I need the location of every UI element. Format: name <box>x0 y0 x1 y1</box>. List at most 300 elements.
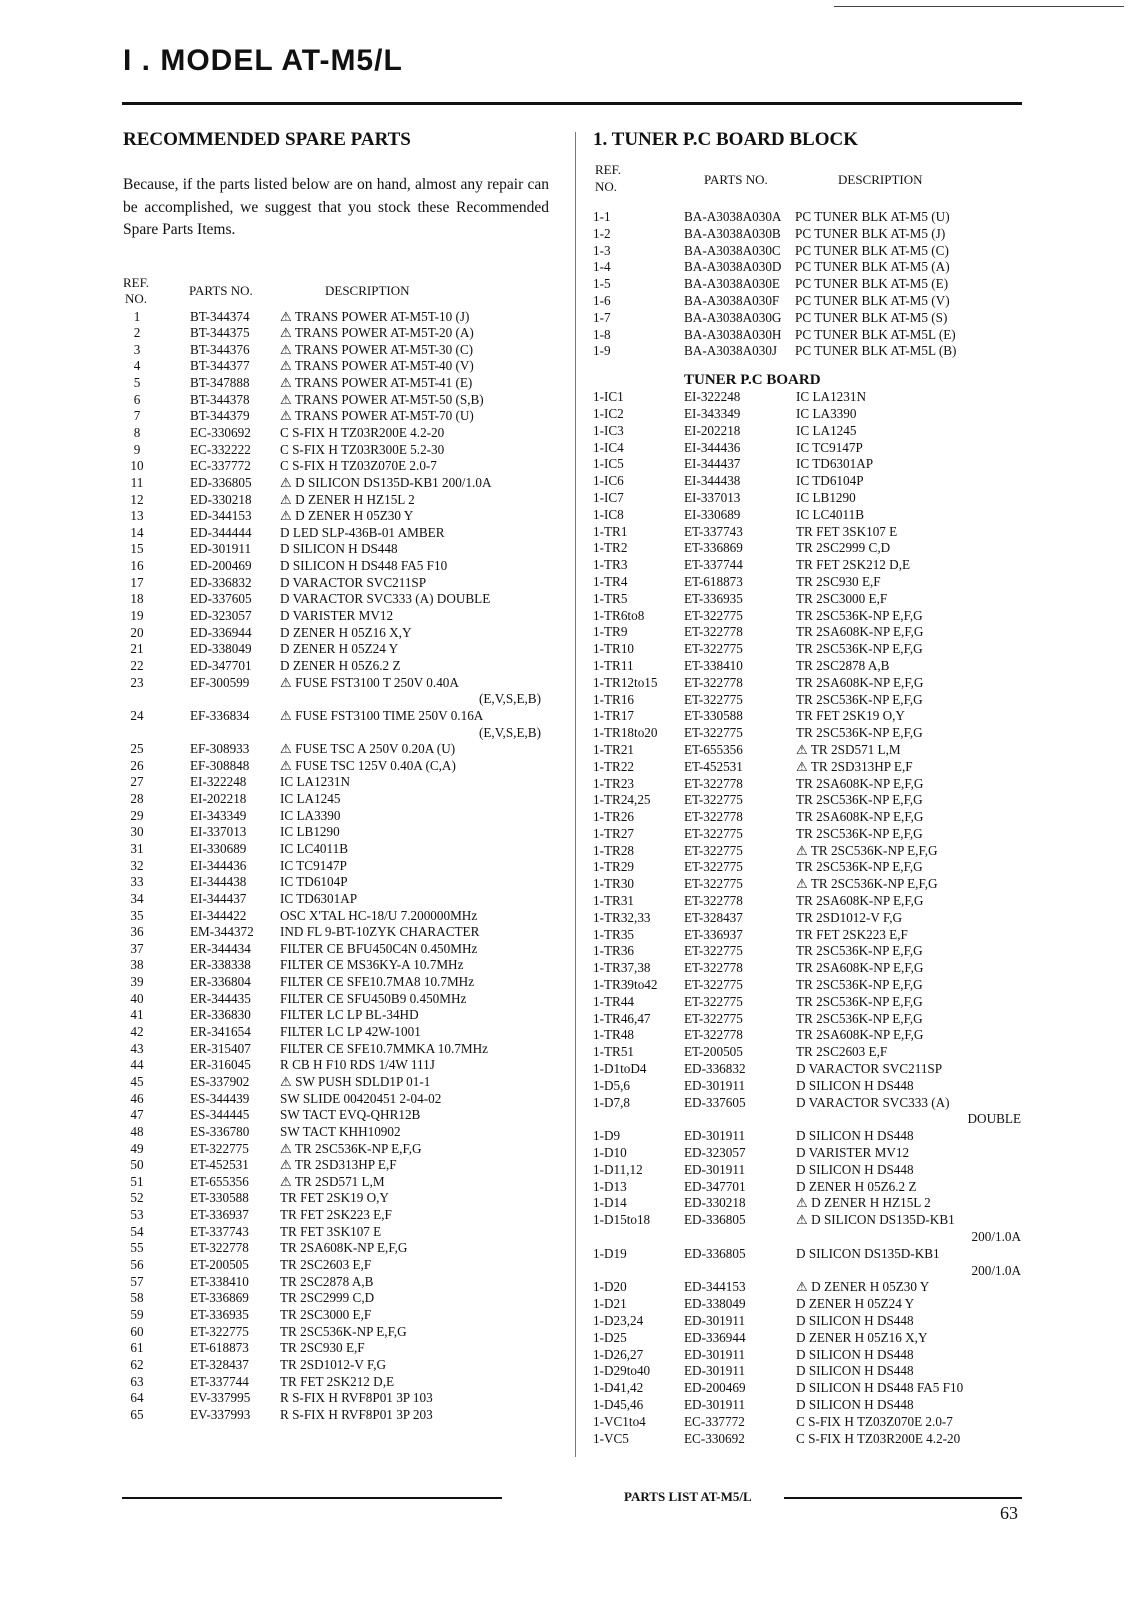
table-row <box>593 557 1023 574</box>
table-row <box>123 891 553 908</box>
table-row <box>593 259 1023 276</box>
table-row <box>593 343 1023 360</box>
description: ⚠ TRANS POWER AT-M5T-10 (J) <box>280 308 470 324</box>
ref-no: 1-IC6 <box>593 473 624 489</box>
ref-no: 1-TR30 <box>593 876 635 892</box>
table-row <box>593 960 1023 977</box>
parts-no: ET-322778 <box>684 809 743 825</box>
ref-no: 8 <box>133 424 141 440</box>
description: ⚠ TRANS POWER AT-M5T-70 (U) <box>280 408 474 424</box>
parts-no: ET-322775 <box>684 859 743 875</box>
parts-no: EM-344372 <box>190 924 254 940</box>
table-row <box>123 1307 553 1324</box>
description: ⚠ D ZENER H HZ15L 2 <box>796 1195 931 1211</box>
description: TR 2SC536K-NP E,F,G <box>796 725 923 741</box>
parts-no: BT-344379 <box>190 408 250 424</box>
ref-no: 40 <box>130 990 144 1006</box>
table-row <box>123 675 553 692</box>
ref-no: 1-5 <box>593 276 611 292</box>
table-row <box>123 425 553 442</box>
description: TR 2SC536K-NP E,F,G <box>796 825 923 841</box>
parts-no: ER-315407 <box>190 1040 251 1056</box>
column-header-description: DESCRIPTION <box>325 282 410 298</box>
description: D SILICON H DS448 <box>796 1077 914 1093</box>
parts-no: ET-322775 <box>684 691 743 707</box>
description: C S-FIX H TZ03Z070E 2.0-7 <box>280 458 437 474</box>
description: D VARACTOR SVC211SP <box>280 574 427 590</box>
parts-no: ES-337902 <box>190 1073 250 1089</box>
description: IC LB1290 <box>280 824 340 840</box>
ref-no: 17 <box>130 574 144 590</box>
ref-no: 63 <box>130 1373 144 1389</box>
table-row-continuation <box>123 725 553 742</box>
description: PC TUNER BLK AT-M5 (J) <box>795 225 946 241</box>
ref-no: 1-TR35 <box>593 926 635 942</box>
ref-no: 1-TR31 <box>593 893 635 909</box>
table-row <box>123 475 553 492</box>
parts-no: BA-A3038A030C <box>684 242 781 258</box>
description: D ZENER H 05Z6.2 Z <box>796 1178 917 1194</box>
table-row <box>123 375 553 392</box>
ref-no: 10 <box>130 458 144 474</box>
description: ⚠ FUSE TSC 125V 0.40A (C,A) <box>280 757 456 773</box>
parts-no: EF-300599 <box>190 674 250 690</box>
parts-no: ED-330218 <box>684 1195 746 1211</box>
table-row <box>593 1431 1023 1448</box>
parts-no: EF-308848 <box>190 757 250 773</box>
ref-no: 47 <box>130 1107 144 1123</box>
description: IC TD6104P <box>280 874 348 890</box>
parts-no: BT-344375 <box>190 325 250 341</box>
ref-no: 1-IC2 <box>593 405 624 421</box>
ref-no: 49 <box>130 1140 144 1156</box>
table-row <box>123 924 553 941</box>
description: TR 2SC536K-NP E,F,G <box>796 607 923 623</box>
table-row <box>123 1257 553 1274</box>
parts-no: ER-336830 <box>190 1007 251 1023</box>
ref-no: 55 <box>130 1240 144 1256</box>
table-row <box>123 525 553 542</box>
ref-no: 54 <box>130 1223 144 1239</box>
table-row <box>593 524 1023 541</box>
parts-no: BA-A3038A030G <box>684 309 782 325</box>
ref-no: 51 <box>130 1173 144 1189</box>
table-row <box>593 1313 1023 1330</box>
ref-no: 1-D7,8 <box>593 1094 630 1110</box>
table-row <box>593 276 1023 293</box>
table-row <box>123 641 553 658</box>
ref-no: 39 <box>130 974 144 990</box>
table-row <box>123 458 553 475</box>
spare-parts-table-header <box>123 273 553 309</box>
parts-no: BT-344377 <box>190 358 250 374</box>
ref-no: 1-TR11 <box>593 657 634 673</box>
table-row <box>593 1162 1023 1179</box>
description: IC LA1245 <box>280 791 341 807</box>
ref-no: 23 <box>130 674 144 690</box>
ref-no: 65 <box>130 1406 144 1422</box>
table-row <box>593 591 1023 608</box>
table-row <box>593 641 1023 658</box>
ref-no: 37 <box>130 940 144 956</box>
parts-no: ET-452531 <box>190 1157 249 1173</box>
table-row <box>593 490 1023 507</box>
table-row <box>123 974 553 991</box>
ref-no: 59 <box>130 1306 144 1322</box>
parts-no: ED-336944 <box>190 624 252 640</box>
ref-no: 1-D13 <box>593 1178 627 1194</box>
table-row <box>123 1340 553 1357</box>
description: TR 2SC3000 E,F <box>280 1306 372 1322</box>
ref-no: 1-D5,6 <box>593 1077 630 1093</box>
description: R CB H F10 RDS 1/4W 111J <box>280 1057 435 1073</box>
ref-no: 26 <box>130 757 144 773</box>
ref-no: 33 <box>130 874 144 890</box>
description: TR 2SC536K-NP E,F,G <box>796 943 923 959</box>
ref-no: 1-IC5 <box>593 456 624 472</box>
table-row <box>123 508 553 525</box>
parts-no: ED-337605 <box>190 591 252 607</box>
table-row <box>123 625 553 642</box>
ref-no: 64 <box>130 1390 144 1406</box>
table-row <box>593 1027 1023 1044</box>
parts-no: EI-344438 <box>684 473 741 489</box>
parts-no: EI-344436 <box>684 439 741 455</box>
ref-no: 1-TR21 <box>593 741 635 757</box>
ref-no: 1-D19 <box>593 1245 627 1261</box>
description: R S-FIX H RVF8P01 3P 203 <box>280 1406 433 1422</box>
parts-no: ET-655356 <box>190 1173 249 1189</box>
description: ⚠ TR 2SD571 L,M <box>796 741 901 757</box>
description: TR 2SC2878 A,B <box>280 1273 374 1289</box>
parts-no: ED-323057 <box>684 1145 746 1161</box>
description: PC TUNER BLK AT-M5 (C) <box>795 242 949 258</box>
ref-no: 18 <box>130 591 144 607</box>
table-row <box>593 540 1023 557</box>
column-header-no: NO. <box>125 290 148 306</box>
column-header-description: DESCRIPTION <box>838 172 923 187</box>
description: TR FET 3SK107 E <box>280 1223 382 1239</box>
column-header-ref: REF. <box>595 162 622 177</box>
parts-no: ED-301911 <box>190 541 252 557</box>
table-row <box>593 1212 1023 1229</box>
description: FILTER CE BFU450C4N 0.450MHz <box>280 940 478 956</box>
parts-no: ET-328437 <box>684 909 743 925</box>
footer-rule-right <box>784 1497 1022 1499</box>
description: PC TUNER BLK AT-M5L (E) <box>795 326 956 342</box>
ref-no: 32 <box>130 857 144 873</box>
parts-no: BA-A3038A030E <box>684 276 780 292</box>
parts-no: ER-338338 <box>190 957 251 973</box>
ref-no: 1-TR36 <box>593 943 635 959</box>
description: D VARACTOR SVC333 (A) <box>796 1094 950 1110</box>
table-row <box>123 858 553 875</box>
description: TR 2SD1012-V F,G <box>796 909 903 925</box>
table-row <box>123 325 553 342</box>
parts-no: ED-336805 <box>190 474 252 490</box>
parts-no: ET-200505 <box>190 1257 249 1273</box>
description: TR 2SC2603 E,F <box>796 1044 888 1060</box>
parts-no: ED-338049 <box>190 641 252 657</box>
column-divider <box>575 132 576 1457</box>
table-row <box>123 841 553 858</box>
ref-no: 1-IC1 <box>593 389 624 405</box>
parts-no: EF-308933 <box>190 741 250 757</box>
parts-no: ET-322775 <box>684 725 743 741</box>
table-row <box>593 742 1023 759</box>
table-row <box>593 708 1023 725</box>
description-continuation: (E,V,S,E,B) <box>478 691 541 707</box>
description-continuation: 200/1.0A <box>971 1262 1021 1278</box>
description: FILTER LC LP BL-34HD <box>280 1007 419 1023</box>
column-header-ref: REF. <box>123 274 150 290</box>
ref-no: 34 <box>130 890 144 906</box>
table-row <box>593 994 1023 1011</box>
ref-no: 1-VC1to4 <box>593 1413 646 1429</box>
description: ⚠ TR 2SC536K-NP E,F,G <box>796 842 938 858</box>
ref-no: 1-TR23 <box>593 775 635 791</box>
table-row <box>593 826 1023 843</box>
description: TR 2SC536K-NP E,F,G <box>796 993 923 1009</box>
description: ⚠ D ZENER H HZ15L 2 <box>280 491 415 507</box>
parts-no: EI-343349 <box>190 807 247 823</box>
table-row <box>123 1407 553 1424</box>
description: D ZENER H 05Z24 Y <box>280 641 399 657</box>
ref-no: 12 <box>130 491 144 507</box>
ref-no: 1-3 <box>593 242 611 258</box>
section-title-tuner-block: 1. TUNER P.C BOARD BLOCK <box>593 129 858 150</box>
table-row <box>593 574 1023 591</box>
ref-no: 1-IC7 <box>593 489 624 505</box>
parts-no: ET-322778 <box>684 893 743 909</box>
parts-no: BA-A3038A030B <box>684 225 781 241</box>
ref-no: 1-D21 <box>593 1296 627 1312</box>
table-row <box>593 927 1023 944</box>
parts-no: ED-301911 <box>684 1161 746 1177</box>
parts-no: ED-337605 <box>684 1094 746 1110</box>
table-row <box>123 941 553 958</box>
table-row <box>123 1107 553 1124</box>
table-row <box>123 708 553 725</box>
table-row <box>593 1296 1023 1313</box>
ref-no: 1-TR26 <box>593 809 635 825</box>
table-row <box>123 1141 553 1158</box>
description: D SILICON H DS448 <box>280 541 398 557</box>
ref-no: 1-TR1 <box>593 523 628 539</box>
table-row-continuation <box>593 1263 1023 1280</box>
ref-no: 38 <box>130 957 144 973</box>
parts-no: EC-337772 <box>190 458 251 474</box>
description: TR FET 2SK212 D,E <box>280 1373 395 1389</box>
table-row <box>123 957 553 974</box>
description: TR FET 2SK19 O,Y <box>280 1190 389 1206</box>
ref-no: 1-D25 <box>593 1329 627 1345</box>
parts-no: ED-301911 <box>684 1313 746 1328</box>
parts-no: BT-344376 <box>190 341 250 357</box>
ref-no: 1-TR5 <box>593 590 628 606</box>
parts-no: ED-344444 <box>190 524 252 540</box>
description: ⚠ FUSE FST3100 TIME 250V 0.16A <box>280 707 484 723</box>
parts-no: ET-322778 <box>684 1027 743 1043</box>
ref-no: 1-2 <box>593 225 611 241</box>
parts-no: ES-344445 <box>190 1107 250 1123</box>
column-header-parts-no: PARTS NO. <box>704 172 768 187</box>
description: D SILICON H DS448 FA5 F10 <box>280 558 448 574</box>
table-row <box>123 492 553 509</box>
description: D SILICON H DS448 <box>796 1363 914 1379</box>
parts-no: ET-338410 <box>190 1273 249 1289</box>
ref-no: 1-6 <box>593 292 611 308</box>
description: ⚠ D ZENER H 05Z30 Y <box>280 508 414 524</box>
description: TR 2SD1012-V F,G <box>280 1356 387 1372</box>
table-row-continuation <box>593 1111 1023 1128</box>
description: PC TUNER BLK AT-M5 (S) <box>795 309 948 325</box>
ref-no: 1-TR12to15 <box>593 674 658 690</box>
table-row <box>593 876 1023 893</box>
parts-no: ED-336805 <box>684 1245 746 1261</box>
ref-no: 1-VC5 <box>593 1430 629 1446</box>
table-row <box>593 1380 1023 1397</box>
ref-no: 9 <box>133 441 141 457</box>
table-row-continuation <box>593 1229 1023 1246</box>
table-row <box>593 725 1023 742</box>
parts-no: ET-618873 <box>190 1340 249 1356</box>
table-row <box>593 1044 1023 1061</box>
table-row <box>593 1347 1023 1364</box>
description: ⚠ D SILICON DS135D-KB1 200/1.0A <box>280 474 492 490</box>
description: R S-FIX H RVF8P01 3P 103 <box>280 1390 433 1406</box>
parts-no: ET-336937 <box>684 926 743 942</box>
description: TR FET 2SK19 O,Y <box>796 708 905 724</box>
header-rule <box>122 102 1022 105</box>
ref-no: 1-TR27 <box>593 825 635 841</box>
parts-no: BT-344378 <box>190 391 250 407</box>
ref-no: 1-TR37,38 <box>593 960 651 976</box>
description: TR 2SA608K-NP E,F,G <box>796 809 924 825</box>
description: IC TD6104P <box>796 473 864 489</box>
table-row <box>123 591 553 608</box>
description: IC LB1290 <box>796 489 856 505</box>
description: ⚠ TRANS POWER AT-M5T-41 (E) <box>280 375 473 391</box>
ref-no: 1-TR51 <box>593 1044 635 1060</box>
ref-no: 61 <box>130 1340 144 1356</box>
ref-no: 29 <box>130 807 144 823</box>
table-row <box>123 1057 553 1074</box>
description: D ZENER H 05Z24 Y <box>796 1296 915 1312</box>
description: PC TUNER BLK AT-M5 (E) <box>795 276 949 292</box>
description: TR 2SA608K-NP E,F,G <box>280 1240 408 1256</box>
parts-no: ET-322775 <box>684 792 743 808</box>
ref-no: 27 <box>130 774 144 790</box>
description: TR 2SC930 E,F <box>796 573 881 589</box>
ref-no: 1-D1toD4 <box>593 1061 647 1077</box>
parts-no: ET-322775 <box>684 993 743 1009</box>
ref-no: 1-TR9 <box>593 624 628 640</box>
table-row-continuation <box>123 691 553 708</box>
ref-no: 1-IC8 <box>593 506 624 522</box>
description: ⚠ D SILICON DS135D-KB1 <box>796 1212 955 1228</box>
description: TR FET 2SK223 E,F <box>796 926 908 942</box>
description: FILTER CE SFE10.7MMKA 10.7MHz <box>280 1040 488 1056</box>
table-row <box>593 1179 1023 1196</box>
ref-no: 3 <box>133 341 141 357</box>
parts-no: ER-344435 <box>190 990 251 1006</box>
parts-no: ED-336832 <box>684 1061 746 1077</box>
parts-no: BA-A3038A030A <box>684 209 782 224</box>
description: PC TUNER BLK AT-M5 (A) <box>795 259 950 275</box>
table-row <box>593 910 1023 927</box>
parts-no: ET-655356 <box>684 741 743 757</box>
page-number: 63 <box>1000 1503 1018 1523</box>
ref-no: 1-IC4 <box>593 439 624 455</box>
ref-no: 42 <box>130 1024 144 1040</box>
parts-no: EI-202218 <box>684 422 741 438</box>
table-row <box>123 1274 553 1291</box>
table-row <box>123 791 553 808</box>
table-row <box>123 1224 553 1241</box>
ref-no: 31 <box>130 841 144 856</box>
ref-no: 1-D9 <box>593 1128 621 1144</box>
parts-no: ET-322775 <box>684 825 743 841</box>
table-row <box>593 293 1023 310</box>
parts-no: ER-344434 <box>190 940 251 956</box>
table-row <box>123 1324 553 1341</box>
parts-no: ED-301911 <box>684 1346 746 1362</box>
description: TR 2SC536K-NP E,F,G <box>796 859 923 875</box>
table-row <box>123 392 553 409</box>
parts-no: EI-344437 <box>684 456 741 472</box>
parts-no: EI-337013 <box>190 824 247 840</box>
tuner-pc-board-subheading: TUNER P.C BOARD <box>684 372 821 389</box>
parts-no: ED-338049 <box>684 1296 746 1312</box>
table-row <box>123 1290 553 1307</box>
ref-no: 36 <box>130 924 144 940</box>
table-row <box>593 473 1023 490</box>
description: TR FET 3SK107 E <box>796 523 898 539</box>
ref-no: 28 <box>130 791 144 807</box>
table-row <box>123 1174 553 1191</box>
table-row <box>123 741 553 758</box>
ref-no: 7 <box>133 408 141 424</box>
ref-no: 20 <box>130 624 144 640</box>
tuner-pc-board-table <box>593 389 1023 1447</box>
ref-no: 1-D14 <box>593 1195 627 1211</box>
description: ⚠ TRANS POWER AT-M5T-40 (V) <box>280 358 474 374</box>
ref-no: 52 <box>130 1190 144 1206</box>
ref-no: 1-TR39to42 <box>593 977 658 993</box>
table-row <box>123 1024 553 1041</box>
ref-no: 56 <box>130 1257 144 1273</box>
table-row <box>593 1397 1023 1414</box>
ref-no: 1-TR3 <box>593 557 628 573</box>
table-row <box>593 859 1023 876</box>
ref-no: 35 <box>130 907 144 923</box>
table-row <box>593 792 1023 809</box>
table-row <box>593 456 1023 473</box>
table-row <box>593 658 1023 675</box>
parts-no: ET-337743 <box>684 523 743 539</box>
ref-no: 62 <box>130 1356 144 1372</box>
description: TR 2SC536K-NP E,F,G <box>796 691 923 707</box>
description: TR 2SC536K-NP E,F,G <box>796 977 923 993</box>
table-row <box>593 423 1023 440</box>
table-row <box>593 943 1023 960</box>
description: TR 2SC3000 E,F <box>796 590 888 606</box>
parts-no: BA-A3038A030J <box>684 343 778 359</box>
parts-no: BT-344374 <box>190 308 250 324</box>
column-header-no: NO. <box>595 179 618 194</box>
description: PC TUNER BLK AT-M5 (U) <box>795 209 950 224</box>
